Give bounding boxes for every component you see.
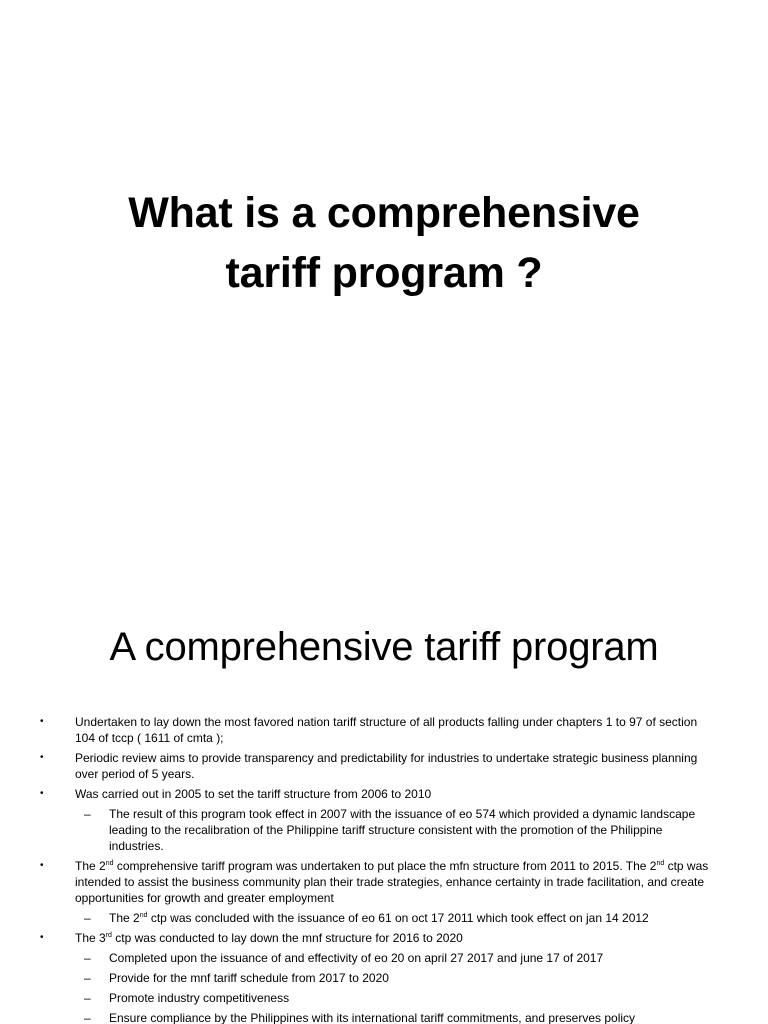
sub-bullet-item	[40, 970, 720, 986]
sub-bullet-text: Promote industry competitiveness	[109, 991, 290, 1005]
dash-marker: –	[84, 951, 91, 965]
bullet-marker: •	[40, 788, 44, 799]
ordinal-suffix: nd	[139, 912, 148, 919]
bullet-text	[75, 930, 720, 946]
dash-marker: –	[84, 971, 91, 985]
sub-bullet-text: Completed upon the issuance of and effectivity of eo 20 on april 27 2017 and june 17 of 2017	[109, 951, 604, 965]
dash-marker: –	[84, 991, 91, 1005]
bullet-text: Undertaken to lay down the most favored nation tariff structure of all products falling under chapters 1 to 97 of section 104 of tccp ( 1611 of cmta );	[75, 715, 698, 745]
sub-bullet-item	[40, 950, 720, 966]
text-segment: The 3	[75, 931, 106, 945]
bullet-item	[40, 714, 720, 746]
slide-1-title-line-2: tariff program ?	[225, 249, 543, 297]
dash-marker: –	[84, 807, 91, 821]
sub-bullet-item	[40, 806, 720, 854]
sub-bullet-text	[109, 910, 720, 926]
bullet-item	[40, 750, 720, 782]
ordinal-suffix: nd	[656, 860, 665, 867]
text-segment: ctp was intended to assist the business community plan their trade strategies, enhance certainty in trade facilitation, and create opportunities for growth and greater employment	[75, 859, 709, 905]
bullet-marker: •	[40, 716, 44, 727]
sub-bullet-item	[40, 990, 720, 1006]
slide-2	[0, 590, 768, 1024]
dash-marker: –	[84, 1011, 91, 1024]
bullet-item	[40, 786, 720, 802]
text-segment: comprehensive tariff program was undertaken to put place the mfn structure from 2011 to 2015. The 2	[113, 859, 657, 873]
slide-1-title-line-1: What is a comprehensive	[128, 189, 640, 237]
text-segment: The 2	[75, 859, 106, 873]
bullet-item	[40, 858, 720, 906]
bullet-text: Periodic review aims to provide transparency and predictability for industries to undertake strategic business planning over period of 5 years.	[75, 751, 698, 781]
slide-1-title	[0, 183, 768, 303]
sub-bullet-text: The result of this program took effect in 2007 with the issuance of eo 574 which provided a dynamic landscape leading to the recalibration of the Philippine tariff structure consistent with the promotion of the Philippine industries.	[109, 807, 696, 853]
sub-bullet-item	[40, 1010, 720, 1024]
bullet-item	[40, 930, 720, 946]
bullet-marker: •	[40, 752, 44, 763]
dash-marker: –	[84, 911, 91, 925]
bullet-list	[40, 714, 720, 1024]
bullet-marker: •	[40, 932, 44, 943]
sub-bullet-text: Ensure compliance by the Philippines with its international tariff commitments, and preserves policy	[109, 1011, 636, 1024]
text-segment: ctp was concluded with the issuance of eo 61 on oct 17 2011 which took effect on jan 14 2012	[147, 911, 649, 925]
bullet-marker: •	[40, 860, 44, 871]
bullet-text: Was carried out in 2005 to set the tariff structure from 2006 to 2010	[75, 787, 432, 801]
slide-2-title: A comprehensive tariff program	[109, 625, 659, 669]
sub-bullet-text: Provide for the mnf tariff schedule from 2017 to 2020	[109, 971, 389, 985]
text-segment: ctp was conducted to lay down the mnf structure for 2016 to 2020	[111, 931, 463, 945]
ordinal-suffix: rd	[105, 932, 112, 939]
ordinal-suffix: nd	[105, 860, 114, 867]
bullet-text	[75, 858, 720, 906]
sub-bullet-item	[40, 910, 720, 926]
text-segment: The 2	[109, 911, 140, 925]
